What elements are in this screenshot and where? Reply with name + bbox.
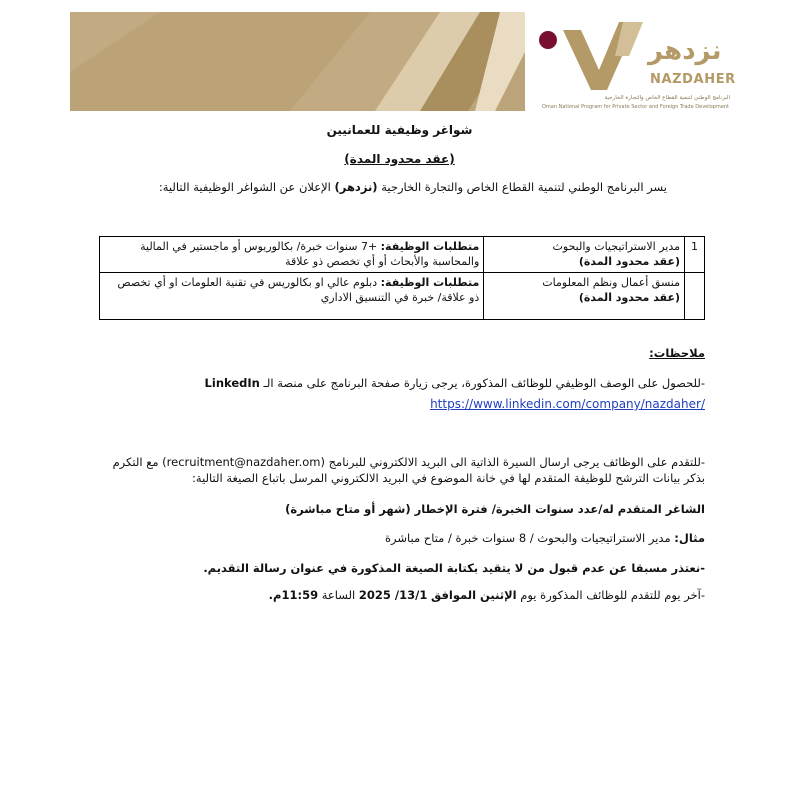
subject-format: الشاغر المتقدم له/عدد سنوات الخبرة/ فترة الإخطار (شهر أو متاح مباشرة) [285, 502, 705, 516]
deadline-day: الإثنين الموافق [431, 588, 517, 602]
linkedin-note [105, 376, 705, 390]
job-contract: (عقد محدود المدة) [578, 291, 681, 304]
linkedin-link[interactable]: https://www.linkedin.com/company/nazdaher/ [430, 397, 705, 411]
apology-note: -نعتذر مسبقا عن عدم قبول من لا يتقيد بكتابة الصيغة المذكورة في عنوان رسالة التقديم. [203, 561, 705, 575]
example-text: مدير الاستراتيجيات والبحوث / 8 سنوات خبرة / متاح مباشرة [384, 531, 671, 545]
page-title: شواغر وظيفية للعمانيين [326, 123, 473, 137]
linkedin-note-text: -للحصول على الوصف الوظيفي للوظائف المذكورة، يرجى زيارة صفحة البرنامج على منصة الـ [263, 376, 705, 390]
job-title: مدير الاستراتيجيات والبحوث [552, 240, 681, 253]
brand-english: NAZDAHER [650, 72, 736, 87]
table-row [100, 273, 705, 320]
brand-arabic: نزدهر [648, 36, 722, 66]
intro-text: يسر البرنامج الوطني لتنمية القطاع الخاص والتجارة الخارجية [381, 180, 667, 194]
example-line [385, 531, 705, 545]
job-title-cell [484, 273, 685, 320]
requirements-text: دبلوم عالي او بكالوريس في تقنية العلومات او أي تخصص ذو علاقة/ خبرة في التنسيق الاداري [117, 276, 480, 304]
jobs-table [99, 236, 705, 320]
header-banner [70, 12, 525, 111]
requirements-text: +7 سنوات خبرة/ بكالوريوس أو ماجستير في المالية والمحاسبة والأبحاث أو أي تخصص ذو علاقة [140, 240, 480, 268]
intro-paragraph [107, 180, 667, 194]
job-number [685, 273, 705, 320]
job-title-cell [484, 237, 685, 273]
requirements-label: متطلبات الوظيفة: [380, 276, 480, 289]
requirements-label: متطلبات الوظيفة: [380, 240, 480, 253]
job-title: منسق أعمال ونظم المعلومات [542, 276, 681, 289]
table-row [100, 237, 705, 273]
deadline-time: 11:59م. [268, 588, 319, 602]
deadline-note [269, 588, 705, 602]
intro-brand: (نزدهر) [334, 180, 378, 194]
linkedin-word: LinkedIn [204, 376, 260, 390]
application-note: -للتقدم على الوظائف يرجى ارسال السيرة الذاتية الى البريد الالكتروني للبرنامج (recruitment@nazdaher.om) مع التكرم بذكر بيانات الترشح للوظيفة المتقدم لها في خانة الموضوع في البريد الالكتروني المرسل باتباع الصيغة التالية: [112, 455, 705, 485]
job-contract: (عقد محدود المدة) [578, 255, 681, 268]
job-number: 1 [685, 237, 705, 273]
deadline-mid: الساعة [321, 588, 356, 602]
deadline-text: -آخر يوم للتقدم للوظائف المذكورة يوم [520, 588, 705, 602]
intro-text-end: الإعلان عن الشواغر الوظيفية التالية: [158, 180, 331, 194]
tagline-english: Oman National Program for Private Sector and Foreign Trade Development [542, 104, 729, 110]
example-label: مثال: [674, 531, 705, 545]
job-requirements [100, 273, 484, 320]
job-requirements [100, 237, 484, 273]
deadline-date: 13/1/ 2025 [358, 588, 428, 602]
page-subtitle: (عقد محدود المدة) [344, 152, 455, 166]
tagline-arabic: البرنامج الوطني لتنمية القطاع الخاص والتجارة الخارجية [604, 95, 730, 101]
notes-heading: ملاحظات: [649, 346, 705, 360]
